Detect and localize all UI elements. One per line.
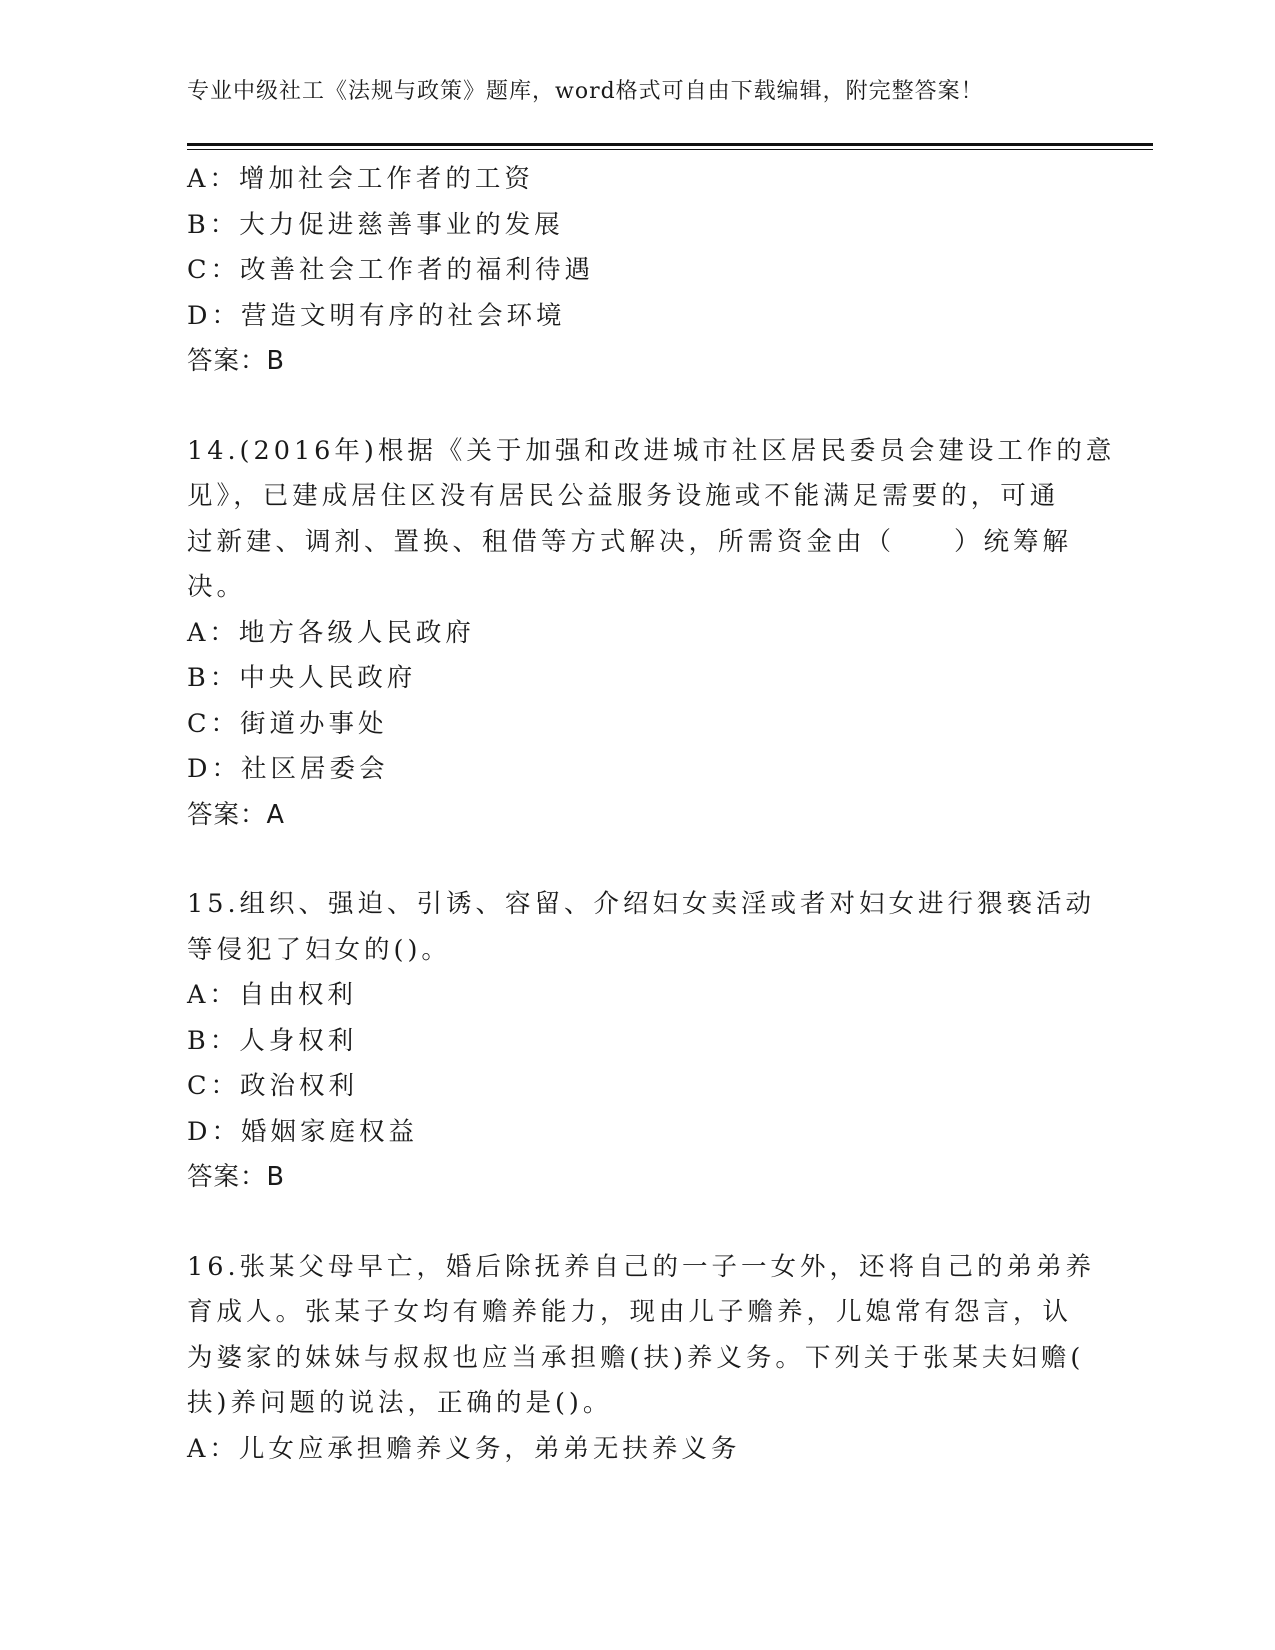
block-spacer bbox=[187, 1201, 1087, 1245]
answer-line: 答案：A bbox=[187, 799, 285, 830]
block-spacer bbox=[187, 385, 1087, 429]
question-text-line: 决。 bbox=[187, 572, 247, 602]
question-text-line: 等侵犯了妇女的()。 bbox=[187, 934, 451, 965]
option-line: A：增加社会工作者的工资 bbox=[187, 164, 534, 194]
question-block bbox=[187, 1245, 1096, 1473]
answer-line: 答案：B bbox=[187, 346, 285, 376]
header-rule-thick bbox=[187, 143, 1153, 146]
option-line: B：大力促进慈善事业的发展 bbox=[187, 209, 564, 240]
option-line: A：自由权利 bbox=[187, 980, 357, 1010]
question-block bbox=[187, 157, 1087, 385]
option-line: D：营造文明有序的社会环境 bbox=[187, 300, 566, 331]
question-text-line: 扶)养问题的说法，正确的是()。 bbox=[187, 1388, 613, 1418]
block-spacer bbox=[187, 838, 1087, 882]
option-line: A：儿女应承担赡养义务，弟弟无扶养义务 bbox=[187, 1433, 741, 1464]
question-text-line: 14.(2016年)根据《关于加强和改进城市社区居民委员会建设工作的意 bbox=[187, 435, 1116, 466]
question-text-line: 15.组织、强迫、引诱、容留、介绍妇女卖淫或者对妇女进行猥亵活动 bbox=[187, 889, 1096, 919]
question-text-line: 见》，已建成居住区没有居民公益服务设施或不能满足需要的，可通 bbox=[187, 481, 1060, 511]
question-text-line: 为婆家的妹妹与叔叔也应当承担赡(扶)养义务。下列关于张某夫妇赡( bbox=[187, 1342, 1085, 1373]
header-rule-thin bbox=[187, 149, 1153, 150]
option-line: C：政治权利 bbox=[187, 1071, 359, 1101]
question-text-line: 过新建、调剂、置换、租借等方式解决，所需资金由（ ）统筹解 bbox=[187, 526, 1073, 557]
question-block bbox=[187, 429, 1116, 839]
question-text-line: 16.张某父母早亡，婚后除抚养自己的一子一女外，还将自己的弟弟养 bbox=[187, 1251, 1096, 1282]
question-content bbox=[187, 157, 1116, 1472]
option-line: A：地方各级人民政府 bbox=[187, 617, 475, 648]
option-line: B：中央人民政府 bbox=[187, 663, 417, 693]
question-block bbox=[187, 882, 1096, 1201]
page-header: 专业中级社工《法规与政策》题库，word格式可自由下载编辑，附完整答案！ bbox=[187, 79, 984, 104]
option-line: D：婚姻家庭权益 bbox=[187, 1116, 418, 1147]
option-line: C：街道办事处 bbox=[187, 708, 388, 739]
option-line: B：人身权利 bbox=[187, 1025, 358, 1056]
option-line: D：社区居委会 bbox=[187, 754, 389, 784]
option-line: C：改善社会工作者的福利待遇 bbox=[187, 255, 595, 285]
answer-line: 答案：B bbox=[187, 1162, 285, 1192]
question-text-line: 育成人。张某子女均有赡养能力，现由儿子赡养，儿媳常有怨言，认 bbox=[187, 1297, 1073, 1327]
